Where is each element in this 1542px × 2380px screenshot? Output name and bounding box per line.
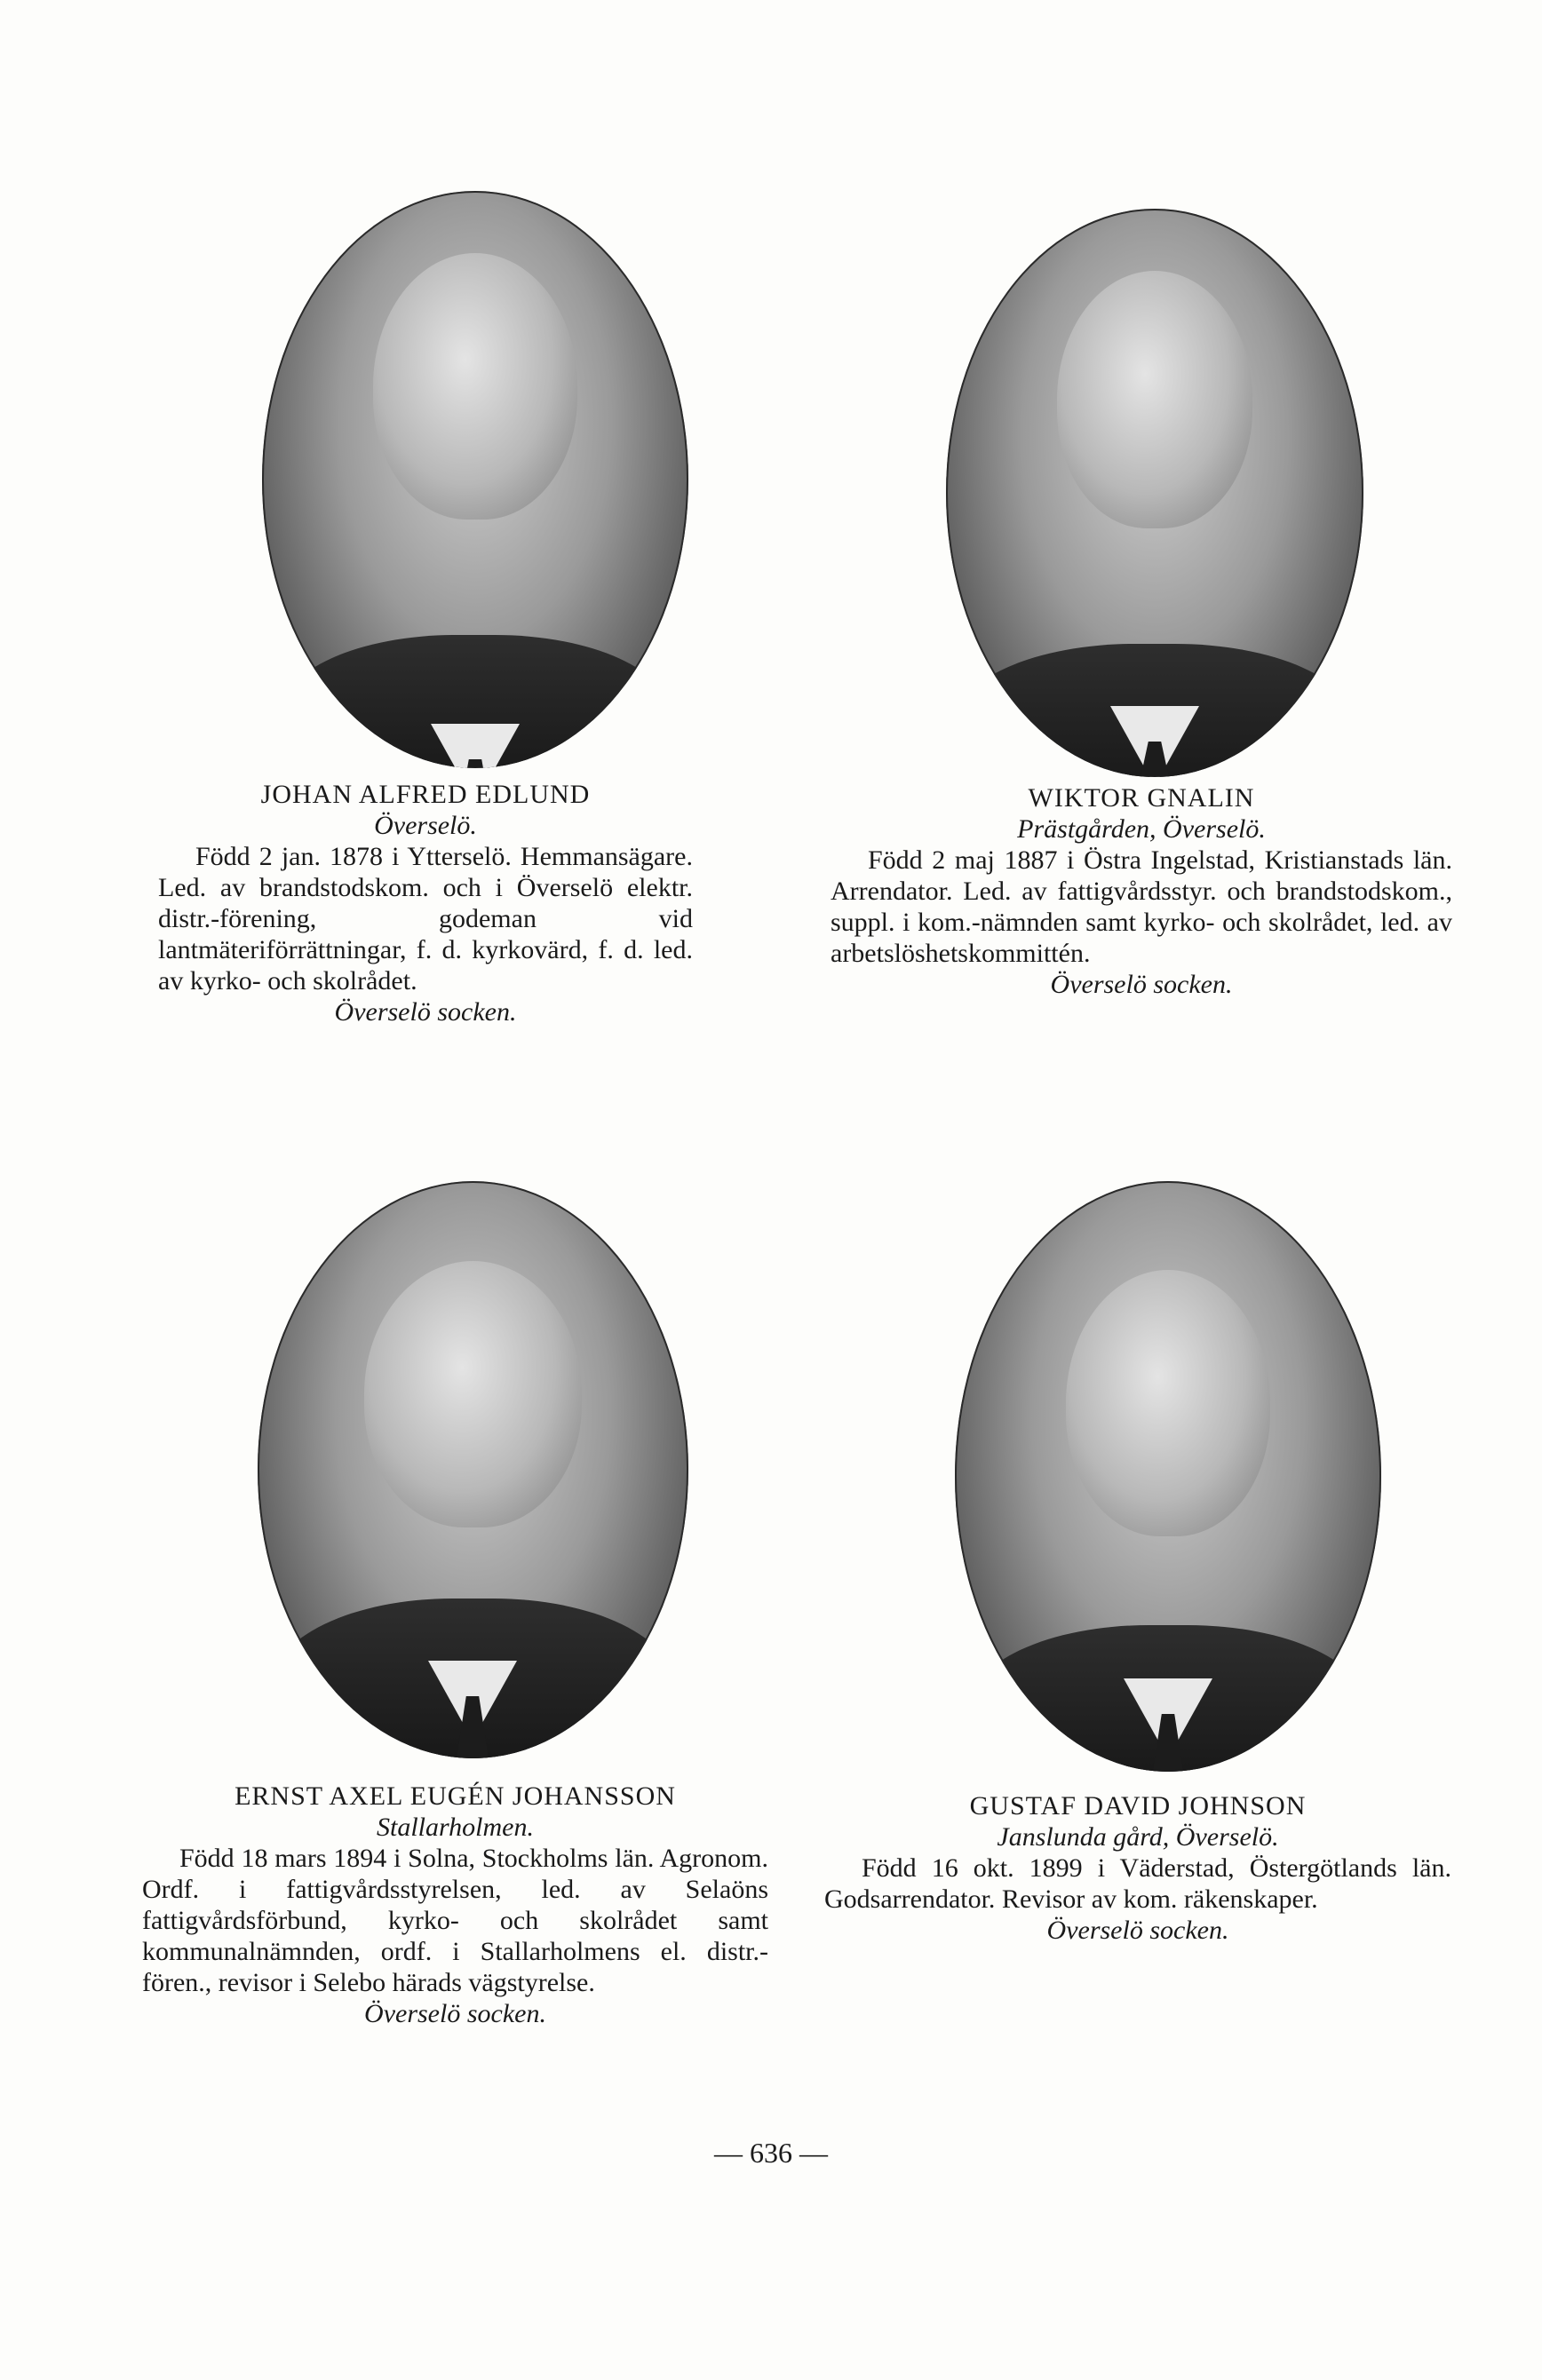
person-place: Prästgården, Överselö. bbox=[1017, 814, 1266, 844]
person-parish: Överselö socken. bbox=[1050, 970, 1233, 999]
portrait-photo bbox=[946, 209, 1363, 777]
person-name: WIKTOR GNALIN bbox=[1028, 783, 1255, 813]
person-name: GUSTAF DAVID JOHNSON bbox=[969, 1791, 1307, 1821]
person-place: Stallarholmen. bbox=[377, 1813, 534, 1842]
page-number: — 636 — bbox=[714, 2137, 828, 2169]
person-name: ERNST AXEL EUGÉN JOHANSSON bbox=[234, 1781, 676, 1811]
person-parish: Överselö socken. bbox=[334, 997, 517, 1027]
person-place: Janslunda gård, Överselö. bbox=[997, 1822, 1279, 1852]
person-bio: Född 2 jan. 1878 i Ytterselö. Hemmansägare. Led. av brandstodskom. och i Överselö elektr. distr.-förening, godeman vid lantmäteriförrättningar, f. d. kyrkovärd, f. d. led. av kyrko- och skolrådet. bbox=[158, 842, 693, 996]
person-bio: Född 16 okt. 1899 i Väderstad, Östergötlands län. Godsarrendator. Revisor av kom. räkenskaper. bbox=[824, 1853, 1451, 1914]
person-parish: Överselö socken. bbox=[364, 1999, 546, 2028]
person-parish: Överselö socken. bbox=[1046, 1916, 1229, 1945]
person-name: JOHAN ALFRED EDLUND bbox=[260, 780, 591, 809]
portrait-photo bbox=[258, 1181, 688, 1758]
portrait-photo bbox=[262, 191, 688, 768]
person-place: Överselö. bbox=[374, 811, 477, 840]
portrait-photo bbox=[955, 1181, 1381, 1772]
person-bio: Född 2 maj 1887 i Östra Ingelstad, Kristianstads län. Arrendator. Led. av fattigvårdsstyr. och brandstodskom., suppl. i kom.-nämnden samt kyrko- och skolrådet, led. av arbetslöshetskommittén. bbox=[831, 845, 1452, 968]
person-bio: Född 18 mars 1894 i Solna, Stockholms län. Agronom. Ordf. i fattigvårdsstyrelsen, led. av Selaöns fattigvårdsförbund, kyrko- och skolrådet samt kommunalnämnden, ordf. i Stallarholmens el. distr.-fören., revisor i Selebo härads vägstyrelse. bbox=[142, 1844, 768, 1997]
